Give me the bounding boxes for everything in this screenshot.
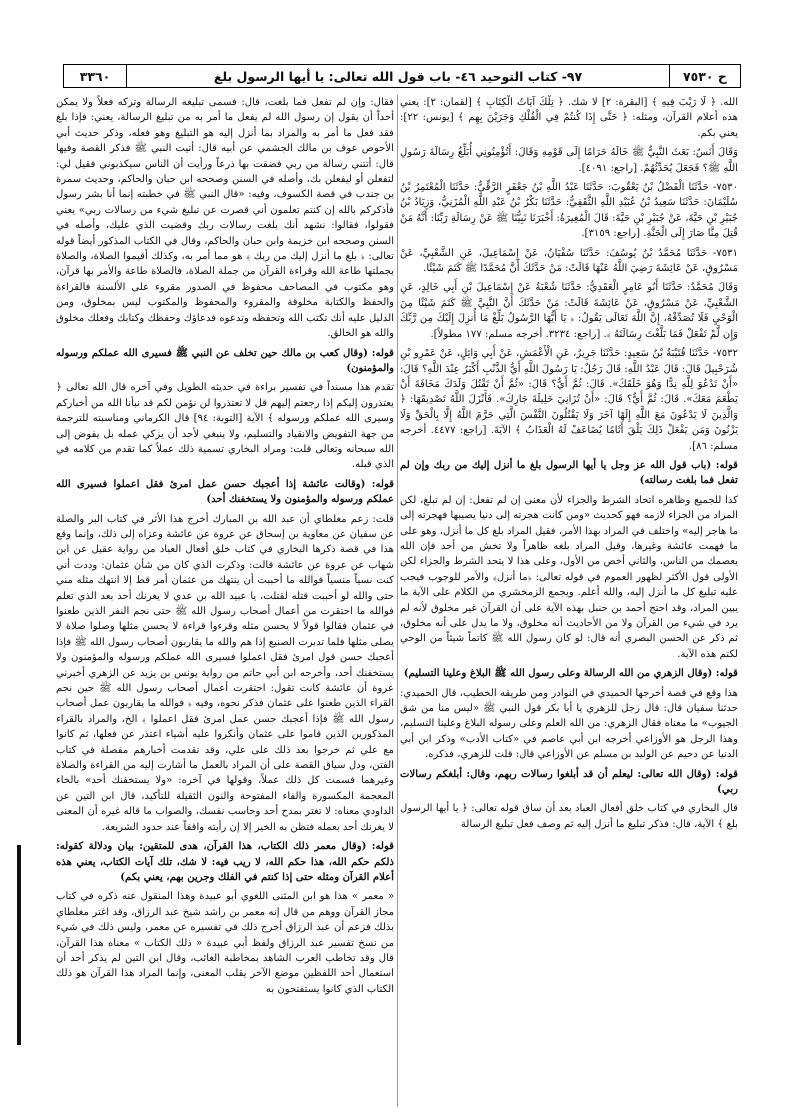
paragraph: الله. ﴿ لَا رَيْبَ فِيهِ ﴾ [البقرة: ٢] لا شك. ﴿ تِلْكَ آيَاتُ الْكِتَابِ ﴾ [لقمان: ٢]: يعني هذه أعلام القرآن، ومثله: ﴿ حَتَّى إِذَا كُنتُمْ فِي الْفُلْكِ وَجَرَيْنَ بِهِم ﴾ [يونس: ٢٢]: يعني بكم. <box>400 97 738 139</box>
commentary-heading: قوله: (وقال معمر ذلك الكتاب، هذا القرآن، هدى للمتقين: بيان ودلالة كقوله: ذلكم حكم الله، هذا حكم الله، لا ريب فيه: لا شك، تلك آيات الكتاب، يعني هذه أعلام القرآن ومثله حتى إذا كنتم في الفلك وجرين بهم، يعني بكم) <box>56 841 394 883</box>
left-column <box>56 95 394 1107</box>
paragraph: وَقَالَ أَنَسٌ: بَعَثَ النَّبِيُّ ﷺ خَالَهُ حَرَامًا إِلَى قَوْمِهِ وَقَالَ: أَتُؤْمِنُونِي أُبَلِّغُ رِسَالَةَ رَسُولِ اللَّهِ ﷺ؟ فَجَعَلَ يُحَدِّثُهُمْ. [راجع: ٤٠٩١]. <box>400 147 738 174</box>
paragraph: « معمر » هذا هو ابن المثنى اللغوي أبو عبيدة وهذا المنقول عنه ذكره في كتاب مجاز القرآن ووهم من قال إنه معمر بن راشد شيخ عبد الرزاق، وقد اغتر مغلطاي بذلك فزعم أن عبد الرزاق أخرج ذلك في تفسيره عن معمر، وليس ذلك في شيء من نسخ تفسير عبد الرزاق ولفظ أبي عبيدة « ذلك الكتاب » معناه هذا القرآن، قال وقد تخاطب العرب الشاهد بمخاطبة الغائب، وقال ابن التين لم يذكر أحد أن استعمال أحد اللفظين موضع الآخر يقلب المعنى، وإنما المراد هذا القرآن هو ذلك الكتاب الذي كانوا يستفتحون به <box>56 891 394 995</box>
header-title: ٩٧- كتاب التوحيد ٤٦- باب قول الله تعالى: يا أيها الرسول بلغ <box>213 68 583 84</box>
paragraph: فقال: وإن لم تفعل فما بلغت، قال: فسمى تبليغه الرسالة وتركه فعلاً ولا يمكن أحداً أن يقول إن رسول الله لم يفعل ما أمر به من تبليغ الرسالة، يعني: فإذا بلغ فقد فعل ما أمر به والمراد بما أنزل إليه هو التبليغ وهو فعله، وذكر حديث أبي الأحوص عوف بن مالك الجشمي عن أبيه قال: أتيت النبي ﷺ فذكر القصة وفيها قال: أتتني رسالة من ربي فضقت بها ذرعاً ورأيت أن الناس سيكذبوني فقيل لي: لتفعلن أو ليفعلن بك، وأصله في السنن وصححه ابن حبان والحاكم، وحديث سمرة بن جندب في قصة الكسوف، وفيه: «قال النبي ﷺ في خطبته إنما أنا بشر رسول فأذكركم بالله إن كنتم تعلمون أني قصرت عن تبليغ شيء من رسالات ربي» يعني فقولوا، فقالوا: نشهد أنك بلغت رسالات ربك وقضيت الذي عليك، وأصله في السنن وصححه ابن خزيمة وابن حبان والحاكم، وقال في الكتاب المذكور أيضاً قوله تعالى: ﴿ بلغ ما أنزل إليك من ربك ﴾ هو مما أمر به، وكذلك أقيموا الصلاة، والصلاة بجملتها طاعة الله وقراءة القرآن من جملة الصلاة، فالصلاة طاعة والأمر بها قرآن، وهو مكتوب في المصاحف محفوظ في الصدور مقروء على الألسنة فالقراءة والحفظ والكتابة مخلوقة والمقروء والمحفوظ والمكتوب ليس بمخلوق، ومن الدليل عليه أنك تكتب الله وتحفظه وتدعوه فدعاؤك وحفظك وكتابك وفعلك مخلوق والله هو الخالق. <box>56 97 394 340</box>
paragraph: هذا وقع في قصة أخرجها الحميدي في النوادر ومن طريقه الخطيب، قال الحميدي: حدثنا سفيان قال: قال رجل للزهري يا أبا بكر قول النبي ﷺ «ليس منا من شق الجيوب» ما معناه فقال الزهري: من الله العلم وعلى رسوله البلاغ وعلينا التسليم، وهذا الرجل هو الأوزاعي أخرجه ابن أبي عاصم في «كتاب الأدب» وذكر ابن أبي الدنيا عن دحيم عن الوليد بن مسلم عن الأوزاعي قال: قلت للزهري، فذكره. <box>400 687 738 761</box>
commentary-heading: قوله: (وقالت عائشة إذا أعجبك حسن عمل امرئ فقل اعملوا فسيرى الله عملكم ورسوله والمؤمنون ولا يستخفنك أحد) <box>56 478 394 506</box>
paragraph: ٧٥٣٠- حَدَّثَنَا الْفَضْلُ بْنُ يَعْقُوبَ: حَدَّثَنَا عَبْدُ اللَّهِ بْنُ جَعْفَرٍ الرَّقِّيُّ: حَدَّثَنَا الْمُعْتَمِرُ بْنُ سُلَيْمَانَ: حَدَّثَنَا سَعِيدُ بْنُ عُبَيْدِ اللَّهِ الثَّقَفِيُّ: حَدَّثَنَا بَكْرُ بْنُ عَبْدِ اللَّهِ الْمُزَنِيُّ، وَزِيَادُ بْنُ جُبَيْرِ بْنِ حَيَّةَ، عَنْ جُبَيْرِ بْنِ حَيَّةَ: قَالَ الْمُغِيرَةُ: أَخْبَرَنَا نَبِيُّنَا ﷺ عَنْ رِسَالَةِ رَبِّنَا: أَنَّهُ مَنْ قُتِلَ مِنَّا صَارَ إِلَى الْجَنَّةِ. [راجع: ٣١٥٩]. <box>400 182 738 240</box>
paragraph: تقدم هذا مسنداً في تفسير براءة في حديثه الطويل وفي آخره قال الله تعالى ﴿ يعتذرون إليكم إذا رجعتم إليهم قل لا تعتذروا لن نؤمن لكم قد نبأنا الله من أخباركم وسيرى الله عملكم ورسوله ﴾ الآية [التوبة: ٩٤] قال الكرماني ومناسبته للترجمة من جهة التفويض والانقياد والتسليم، ولا ينبغي لأحد أن يزكي عمله بل يفوض إلى الله سبحانه وتعالى قلت: ومراد البخاري تسمية ذلك عملاً كما تقدم من كلامه في الذي قبله. <box>56 382 394 471</box>
page-number: ٣٣٦٠ <box>64 65 127 87</box>
paragraph: قلت: زعم مغلطاي أن عبد الله بن المبارك أخرج هذا الأثر في كتاب البر والصلة عن سفيان عن معاوية بن إسحاق عن عروة عن عائشة وعزاه إلى ذلك، وإنما وقع هذا في قصة ذكرها البخاري في كتاب خلق أفعال العباد من رواية عقيل عن ابن شهاب عن عروة عن عائشة قالت: وذكرت الذي كان من شأن عثمان: وددت أني كنت نسياً منسياً فوالله ما أحببت أن ينتهك من عثمان أمر قط إلا انتهك مثله مني حتى والله لو أحببت قتله لقتلت، يا عبيد الله بن عدي لا يغرنك أحد بعد الذي تعلم فوالله ما احتقرت من أعمال أصحاب رسول الله ﷺ حتى نجم النفر الذين طعنوا في عثمان فقالوا قولاً لا يحسن مثله وقرءوا قراءة لا يحسن مثلها وصلوا صلاة لا يصلى مثلها فلما تدبرت الصنيع إذا هم والله ما يقاربون أصحاب رسول الله ﷺ فإذا أعجبك حسن قول امرئ فقل اعملوا فسيرى الله عملكم ورسوله والمؤمنون ولا يستخفنك أحد، وأخرجه ابن أبي حاتم من رواية يونس بن يزيد عن الزهري أخبرني عروة أن عائشة كانت تقول: احتقرت أعمال أصحاب رسول الله ﷺ حين نجم القراء الذين طعنوا على عثمان فذكر نحوه، وفيه ﴿ فوالله ما يقاربون عمل أصحاب رسول الله ﷺ فإذا أعجبك حسن عمل امرئ فقل اعملوا ﴾ الخ، والمراد بالقراء المذكورين الذين قاموا على عثمان وأنكروا عليه أشياء اعتذر عن فعلها، ثم كانوا مع علي ثم خرجوا بعد ذلك على علي، وقد تقدمت أخبارهم مفصلة في كتاب الفتن، ودل سياق القصة على أن المراد بالعمل ما أشارت إليه من القراءة والصلاة وغيرهما فسمت كل ذلك عملاً، وقولها في آخره: «ولا يستخفنك أحد» بالخاء المعجمة المكسورة والفاء المفتوحة والنون الثقيلة للتأكيد، قال ابن التين عن الداودي معناه: لا تغتر بمدح أحد وحاسب نفسك، والصواب ما قاله غيره أن المعنى لا يغرنك أحد بعمله فتظن به الخير إلا إن رأيته واقفاً عند حدود الشريعة. <box>56 513 394 833</box>
paragraph: وَقَالَ مُحَمَّدٌ: حَدَّثَنَا أَبُو عَامِرٍ الْعَقَدِيُّ: حَدَّثَنَا شُعْبَةُ عَنْ إِسْمَاعِيلَ بْنِ أَبِي خَالِدٍ، عَنِ الشَّعْبِيِّ، عَنْ مَسْرُوقٍ، عَنْ عَائِشَةَ قَالَتْ: مَنْ حَدَّثَكَ أَنَّ النَّبِيَّ ﷺ كَتَمَ شَيْئًا مِنَ الْوَحْيِ فَلَا تُصَدِّقْهُ، إِنَّ اللَّهَ تَعَالَى يَقُولُ: ﴿ يَا أَيُّهَا الرَّسُولُ بَلِّغْ مَا أُنزِلَ إِلَيْكَ مِن رَّبِّكَ وَإِن لَّمْ تَفْعَلْ فَمَا بَلَّغْتَ رِسَالَتَهُ ﴾. [راجع: ٣٢٣٤. أخرجه مسلم: ١٧٧ مطولاً]. <box>400 282 738 340</box>
column-divider <box>397 95 398 1107</box>
commentary-heading: قوله: (وقال الله تعالى: ليعلم أن قد أبلغوا رسالات ربهم، وقال: أبلغكم رسالات ربي) <box>400 768 738 796</box>
paragraph: كذا للجميع وظاهره اتحاد الشرط والجزاء لأن معنى إن لم تفعل: إن لم تبلغ، لكن المراد من الجزاء لازمه فهو كحديث «ومن كانت هجرته إلى دنيا يصيبها فهجرته إلى ما هاجر إليه» واختلف في المراد بهذا الأمر، فقيل المراد بلغ كل ما أنزل، وهو على ما فهمت عائشة وغيرها، وقيل المراد بلغه ظاهراً ولا تخش من أحد فإن الله يعصمك من الناس، والثاني أخص من الأول، وعلى هذا لا يتحد الشرط والجزاء لكن الأولى قول الأكثر لظهور العموم في قوله تعالى: ﴿ما أنزل﴾ والأمر للوجوب فيجب عليه تبليغ كل ما أنزل إليه، والله أعلم. ويجمع الزمخشري من الكلام على الآية ما يبين المراد، وقد احتج أحمد بن حنبل بهذه الآية على أن القرآن غير مخلوق لأنه لم يرد في شيء من القرآن ولا من الأحاديث أنه مخلوق، ولا ما يدل على أنه مخلوق، ثم ذكر عن الحسن البصري أنه قال: لو كان رسول الله ﷺ كاتماً شيئاً من الوحي لكتم هذه الآية. <box>400 494 738 660</box>
margin-mark <box>17 845 21 1045</box>
right-column <box>400 95 738 1107</box>
hadith-number: ح ٧٥٣٠ <box>669 65 740 87</box>
commentary-heading: قوله: (باب قول الله عز وجل يا أيها الرسول بلغ ما أنزل إليك من ربك وإن لم تفعل فما بلغت رسالته) <box>400 459 738 487</box>
commentary-heading: قوله: (وقال كعب بن مالك حين تخلف عن النبي ﷺ فسيرى الله عملكم ورسوله والمؤمنون) <box>56 347 394 374</box>
running-header <box>63 64 741 88</box>
commentary-heading: قوله: (وقال الزهري من الله الرسالة وعلى رسول الله ﷺ البلاغ وعلينا التسليم) <box>403 668 738 680</box>
paragraph: ٧٥٣١- حَدَّثَنَا مُحَمَّدُ بْنُ يُوسُفَ: حَدَّثَنَا سُفْيَانُ، عَنْ إِسْمَاعِيلَ، عَنِ الشَّعْبِيِّ، عَنْ مَسْرُوقٍ، عَنْ عَائِشَةَ رَضِيَ اللَّهُ عَنْهَا قَالَتْ: مَنْ حَدَّثَكَ أَنَّ مُحَمَّدًا ﷺ كَتَمَ شَيْئًا. <box>400 247 738 275</box>
paragraph: ٧٥٣٢- حَدَّثَنَا قُتَيْبَةُ بْنُ سَعِيدٍ: حَدَّثَنَا جَرِيرٌ، عَنِ الْأَعْمَشِ، عَنْ أَبِي وَائِلٍ، عَنْ عَمْرِو بْنِ شُرَحْبِيلَ قَالَ: قَالَ عَبْدُ اللَّهِ: قَالَ رَجُلٌ: يَا رَسُولَ اللَّهِ أَيُّ الذَّنْبِ أَكْبَرُ عِنْدَ اللَّهِ؟ قَالَ: «أَنْ تَدْعُوَ لِلَّهِ نِدًّا وَهُوَ خَلَقَكَ». قَالَ: ثُمَّ أَيٌّ؟ قَالَ: «ثُمَّ أَنْ تَقْتُلَ وَلَدَكَ مَخَافَةَ أَنْ يَطْعَمَ مَعَكَ». قَالَ: ثُمَّ أَيٌّ؟ قَالَ: «أَنْ تُزَانِيَ حَلِيلَةَ جَارِكَ». فَأَنْزَلَ اللَّهُ تَصْدِيقَهَا: ﴿ وَالَّذِينَ لَا يَدْعُونَ مَعَ اللَّهِ إِلَهًا آخَرَ وَلَا يَقْتُلُونَ النَّفْسَ الَّتِي حَرَّمَ اللَّهُ إِلَّا بِالْحَقِّ وَلَا يَزْنُونَ وَمَن يَفْعَلْ ذَلِكَ يَلْقَ أَثَامًا يُضَاعَفْ لَهُ الْعَذَابُ ﴾ الآيَةَ. [راجع: ٤٤٧٧. أخرجه مسلم: ٨٦]. <box>400 348 738 452</box>
paragraph: قال البخاري في كتاب خلق أفعال العباد بعد أن ساق قوله تعالى: ﴿ يا أيها الرسول بلغ ﴾ الآية، قال: فذكر تبليغ ما أنزل إليه ثم وصف فعل تبليغ الرسالة <box>400 803 738 830</box>
